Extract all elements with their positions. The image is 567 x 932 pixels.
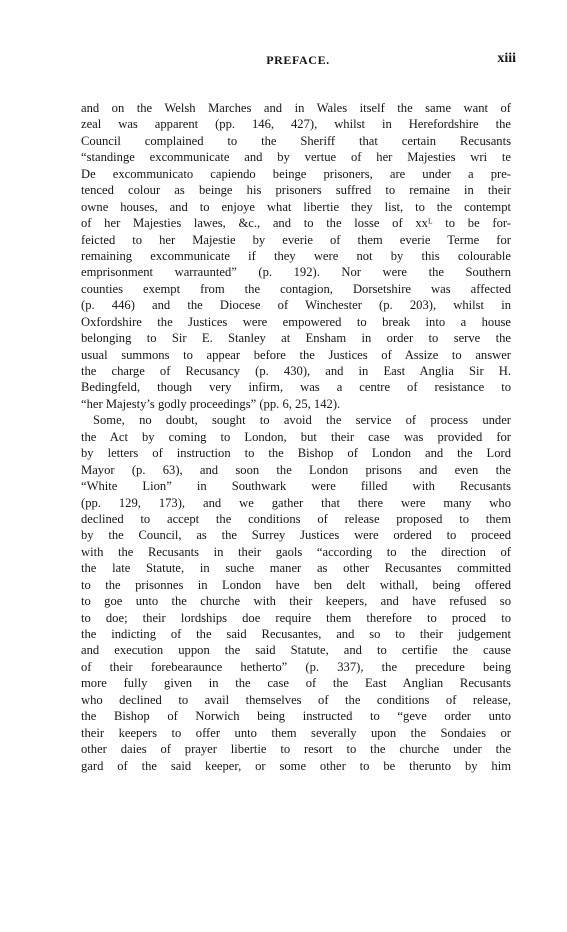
text-line: by the Council, as the Surrey Justices were ordered to proceed xyxy=(81,528,511,543)
text-line: zeal was apparent (pp. 146, 427), whilst in Herefordshire the xyxy=(81,117,511,132)
text-line: tenced colour as beinge his prisoners suffred to remaine in their xyxy=(81,183,511,198)
text-line: emprisonment warraunted” (p. 192). Nor were the Southern xyxy=(81,265,511,280)
text-line: the Act by coming to London, but their case was provided for xyxy=(81,429,511,444)
running-head: PREFACE. xyxy=(266,53,330,67)
text-line: to doe; their lordships doe require them therefore to proced to xyxy=(81,610,511,625)
text-line: belonging to Sir E. Stanley at Ensham in order to serve the xyxy=(81,331,511,346)
text-line: remaining excommunicate if they were not by this colourable xyxy=(81,248,511,263)
text-line: usual summons to appear before the Justices of Assize to answer xyxy=(81,347,511,362)
text-line: (p. 446) and the Diocese of Winchester (p. 203), whilst in xyxy=(81,298,511,313)
text-line: (pp. 129, 173), and we gather that there were many who xyxy=(81,495,511,510)
text-line: who declined to avail themselves of the conditions of release, xyxy=(81,692,511,707)
text-line: owne houses, and to enjoye what libertie they list, to the contempt xyxy=(81,199,511,214)
text-line: the indicting of the said Recusantes, and so to their judgement xyxy=(81,627,511,641)
page-header xyxy=(80,53,516,75)
text-line: the charge of Recusancy (p. 430), and in East Anglia Sir H. xyxy=(81,364,511,378)
text-line: “her Majesty’s godly proceedings” (pp. 6, 25, 142). xyxy=(81,396,341,411)
text-line: to goe unto the churche with their keepers, and have refused so xyxy=(81,594,511,609)
text-line: Council complained to the Sheriff that certain Recusants xyxy=(81,133,511,148)
page-number: xiii xyxy=(497,51,516,66)
text-line: counties exempt from the contagion, Dorsetshire was affected xyxy=(81,281,511,296)
text-line: “White Lion” in Southwark were filled with Recusants xyxy=(81,479,511,494)
text-line: the Bishop of Norwich being instructed to “geve order unto xyxy=(81,709,511,724)
text-line: feicted to her Majestie by everie of them everie Terme for xyxy=(81,232,511,247)
text-line: gard of the said keeper, or some other to be therunto by him xyxy=(81,758,511,773)
text-line: their keepers to offer unto them severally upon the Sondaies or xyxy=(81,725,511,740)
text-line: Some, no doubt, sought to avoid the service of process under xyxy=(93,413,511,428)
text-line: of her Majesties lawes, &c., and to the losse of xxᴸ to be for- xyxy=(81,216,511,231)
text-line: the late Statute, in suche maner as other Recusantes committed xyxy=(81,561,511,576)
paragraph xyxy=(81,412,511,774)
body-text xyxy=(81,100,511,774)
text-line: Mayor (p. 63), and soon the London prisons and even the xyxy=(81,462,511,477)
text-line: Oxfordshire the Justices were empowered to break into a house xyxy=(81,314,511,329)
text-line: and on the Welsh Marches and in Wales itself the same want of xyxy=(81,101,511,115)
paragraph xyxy=(81,100,511,412)
text-line: De excommunicato capiendo beinge prisoners, are under a pre- xyxy=(81,166,511,181)
text-line: of their forebearaunce hetherto” (p. 337), the precedure being xyxy=(81,659,511,674)
text-line: by letters of instruction to the Bishop of London and the Lord xyxy=(81,446,511,461)
text-line: “standinge excommunicate and by vertue of her Majesties wri te xyxy=(81,150,511,165)
text-line: declined to accept the conditions of release proposed to them xyxy=(81,511,511,526)
text-line: to the prisonnes in London have ben delt withall, being offered xyxy=(81,577,511,592)
text-line: and execution uppon the said Statute, and to certifie the cause xyxy=(81,643,511,658)
text-line: other daies of prayer libertie to resort to the churche under the xyxy=(81,742,511,757)
text-line: Bedingfeld, though very infirm, was a centre of resistance to xyxy=(81,380,511,395)
text-line: more fully given in the case of the East Anglian Recusants xyxy=(81,676,511,691)
text-line: with the Recusants in their gaols “according to the direction of xyxy=(81,544,511,559)
